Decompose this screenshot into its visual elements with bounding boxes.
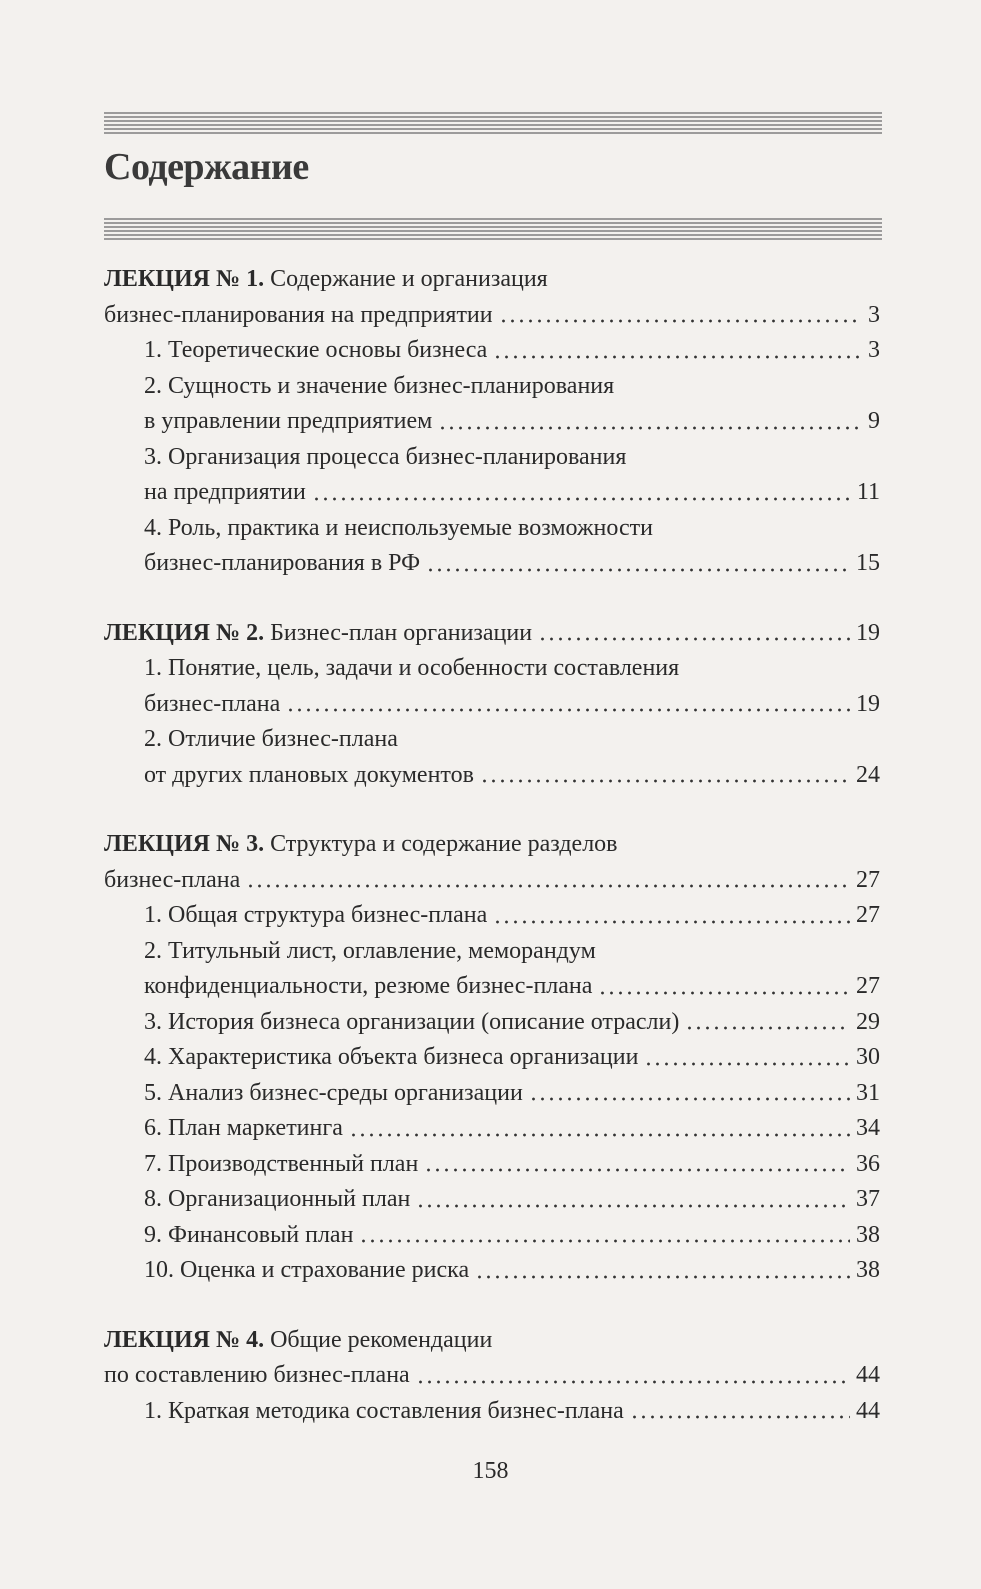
page-ref: 44 bbox=[856, 1397, 880, 1424]
item-title: от других плановых документов bbox=[144, 761, 474, 788]
dot-leader bbox=[499, 319, 862, 323]
toc-item-line[interactable] bbox=[104, 1147, 880, 1183]
page-ref: 30 bbox=[856, 1044, 880, 1070]
toc-item-line[interactable] bbox=[104, 1005, 880, 1041]
lecture-title: бизнес-планирования на предприятии bbox=[104, 301, 493, 328]
toc-item-line[interactable] bbox=[104, 722, 880, 758]
toc-item-line[interactable] bbox=[104, 440, 880, 476]
toc-lecture-line[interactable] bbox=[104, 1323, 880, 1359]
page-ref: 3 bbox=[868, 337, 880, 363]
dot-leader bbox=[312, 497, 851, 501]
page-ref: 19 bbox=[856, 619, 880, 646]
page-ref: 19 bbox=[856, 690, 880, 717]
dot-leader bbox=[424, 1168, 850, 1172]
toc-section bbox=[104, 1323, 880, 1430]
page-ref: 31 bbox=[856, 1079, 880, 1106]
lecture-title: Структура и содержание разделов bbox=[264, 831, 618, 857]
toc-item-line[interactable] bbox=[104, 1076, 880, 1112]
dot-leader bbox=[416, 1204, 850, 1208]
dot-leader bbox=[359, 1239, 850, 1243]
toc-item-line[interactable] bbox=[104, 1218, 880, 1254]
dot-leader bbox=[416, 1380, 850, 1384]
page-number: 158 bbox=[472, 1458, 509, 1484]
dot-leader bbox=[598, 991, 850, 995]
toc-lecture-line[interactable] bbox=[104, 616, 880, 652]
toc-item-line[interactable] bbox=[104, 1394, 880, 1430]
toc-item-line[interactable] bbox=[104, 1253, 880, 1289]
toc-lecture-line[interactable] bbox=[104, 1358, 880, 1394]
toc-section bbox=[104, 827, 880, 1289]
dot-leader bbox=[246, 884, 850, 888]
item-title: 10. Оценка и страхование риска bbox=[144, 1257, 470, 1283]
item-title: в управлении предприятием bbox=[144, 408, 433, 434]
bottom-rule bbox=[104, 218, 882, 242]
item-title: 1. Понятие, цель, задачи и особенности составления bbox=[144, 655, 680, 681]
page-ref: 27 bbox=[856, 866, 880, 893]
dot-leader bbox=[286, 708, 850, 712]
page-ref: 36 bbox=[856, 1150, 880, 1177]
dot-leader bbox=[475, 1275, 850, 1279]
dot-leader bbox=[644, 1062, 850, 1066]
dot-leader bbox=[426, 568, 850, 572]
page-ref: 9 bbox=[868, 408, 880, 434]
dot-leader bbox=[685, 1026, 850, 1030]
toc-item-line[interactable] bbox=[104, 687, 880, 723]
page-ref: 34 bbox=[856, 1115, 880, 1141]
toc-item-line[interactable] bbox=[104, 934, 880, 970]
toc-section bbox=[104, 616, 880, 794]
lecture-title: Общие рекомендации bbox=[264, 1326, 493, 1353]
item-title: 8. Организационный план bbox=[144, 1186, 411, 1212]
toc-item-line[interactable] bbox=[104, 475, 880, 511]
toc-item-line[interactable] bbox=[104, 511, 880, 547]
item-title: 2. Титульный лист, оглавление, меморандум bbox=[144, 937, 596, 964]
item-title: конфиденциальности, резюме бизнес-плана bbox=[144, 973, 593, 999]
page-title: Содержание bbox=[104, 146, 309, 188]
dot-leader bbox=[538, 637, 850, 641]
lecture-title: бизнес-плана bbox=[104, 866, 241, 893]
dot-leader bbox=[438, 426, 862, 430]
item-title: 5. Анализ бизнес-среды организации bbox=[144, 1079, 523, 1106]
toc-item-line[interactable] bbox=[104, 651, 880, 687]
page-ref: 29 bbox=[856, 1008, 880, 1035]
lecture-number: ЛЕКЦИЯ № 3. bbox=[104, 831, 265, 857]
item-title: 3. История бизнеса организации (описание отрасли) bbox=[144, 1008, 680, 1035]
toc-item-line[interactable] bbox=[104, 898, 880, 934]
toc-lecture-line[interactable] bbox=[104, 827, 880, 863]
lecture-number: ЛЕКЦИЯ № 1. bbox=[104, 266, 265, 292]
page-ref: 38 bbox=[856, 1257, 880, 1283]
dot-leader bbox=[529, 1097, 850, 1101]
item-title: 4. Характеристика объекта бизнеса организации bbox=[144, 1044, 639, 1070]
item-title: 7. Производственный план bbox=[144, 1150, 419, 1177]
item-title: 1. Краткая методика составления бизнес-плана bbox=[144, 1397, 624, 1424]
page-ref: 27 bbox=[856, 902, 880, 928]
page-ref: 11 bbox=[856, 479, 880, 505]
item-title: бизнес-планирования в РФ bbox=[144, 550, 421, 576]
toc-item-line[interactable] bbox=[104, 758, 880, 794]
toc-item-line[interactable] bbox=[104, 333, 880, 369]
item-title: 2. Сущность и значение бизнес-планирования bbox=[144, 372, 615, 399]
toc-item-line[interactable] bbox=[104, 404, 880, 440]
dot-leader bbox=[480, 779, 850, 783]
dot-leader bbox=[493, 355, 862, 359]
dot-leader bbox=[630, 1415, 850, 1419]
page-ref: 15 bbox=[856, 550, 880, 576]
page-ref: 37 bbox=[856, 1186, 880, 1212]
item-title: 3. Организация процесса бизнес-планирования bbox=[144, 443, 627, 470]
dot-leader bbox=[493, 920, 850, 924]
toc-lecture-line[interactable] bbox=[104, 262, 880, 298]
table-of-contents bbox=[104, 262, 880, 1463]
page-ref: 27 bbox=[856, 973, 880, 999]
lecture-title: по составлению бизнес-плана bbox=[104, 1362, 410, 1388]
lecture-number: ЛЕКЦИЯ № 4. bbox=[104, 1326, 265, 1353]
item-title: бизнес-плана bbox=[144, 690, 281, 717]
lecture-title: Содержание и организация bbox=[264, 266, 548, 292]
toc-item-line[interactable] bbox=[104, 969, 880, 1005]
top-rule bbox=[104, 112, 882, 136]
toc-lecture-line[interactable] bbox=[104, 863, 880, 899]
page-ref: 38 bbox=[856, 1221, 880, 1248]
item-title: 2. Отличие бизнес-плана bbox=[144, 726, 398, 752]
page-ref: 44 bbox=[856, 1362, 880, 1388]
toc-lecture-line[interactable] bbox=[104, 298, 880, 334]
toc-item-line[interactable] bbox=[104, 1111, 880, 1147]
toc-section bbox=[104, 262, 880, 582]
toc-item-line[interactable] bbox=[104, 369, 880, 405]
toc-item-line[interactable] bbox=[104, 1182, 880, 1218]
dot-leader bbox=[349, 1133, 850, 1137]
toc-item-line[interactable] bbox=[104, 546, 880, 582]
page-ref: 3 bbox=[868, 301, 880, 328]
page-ref: 24 bbox=[856, 761, 880, 788]
lecture-number: ЛЕКЦИЯ № 2. bbox=[104, 619, 265, 646]
toc-item-line[interactable] bbox=[104, 1040, 880, 1076]
item-title: 6. План маркетинга bbox=[144, 1115, 343, 1141]
item-title: 9. Финансовый план bbox=[144, 1221, 354, 1248]
lecture-title: Бизнес-план организации bbox=[264, 619, 533, 646]
item-title: на предприятии bbox=[144, 479, 306, 505]
item-title: 1. Общая структура бизнес-плана bbox=[144, 902, 488, 928]
item-title: 1. Теоретические основы бизнеса bbox=[144, 337, 488, 363]
item-title: 4. Роль, практика и неиспользуемые возможности bbox=[144, 514, 653, 541]
